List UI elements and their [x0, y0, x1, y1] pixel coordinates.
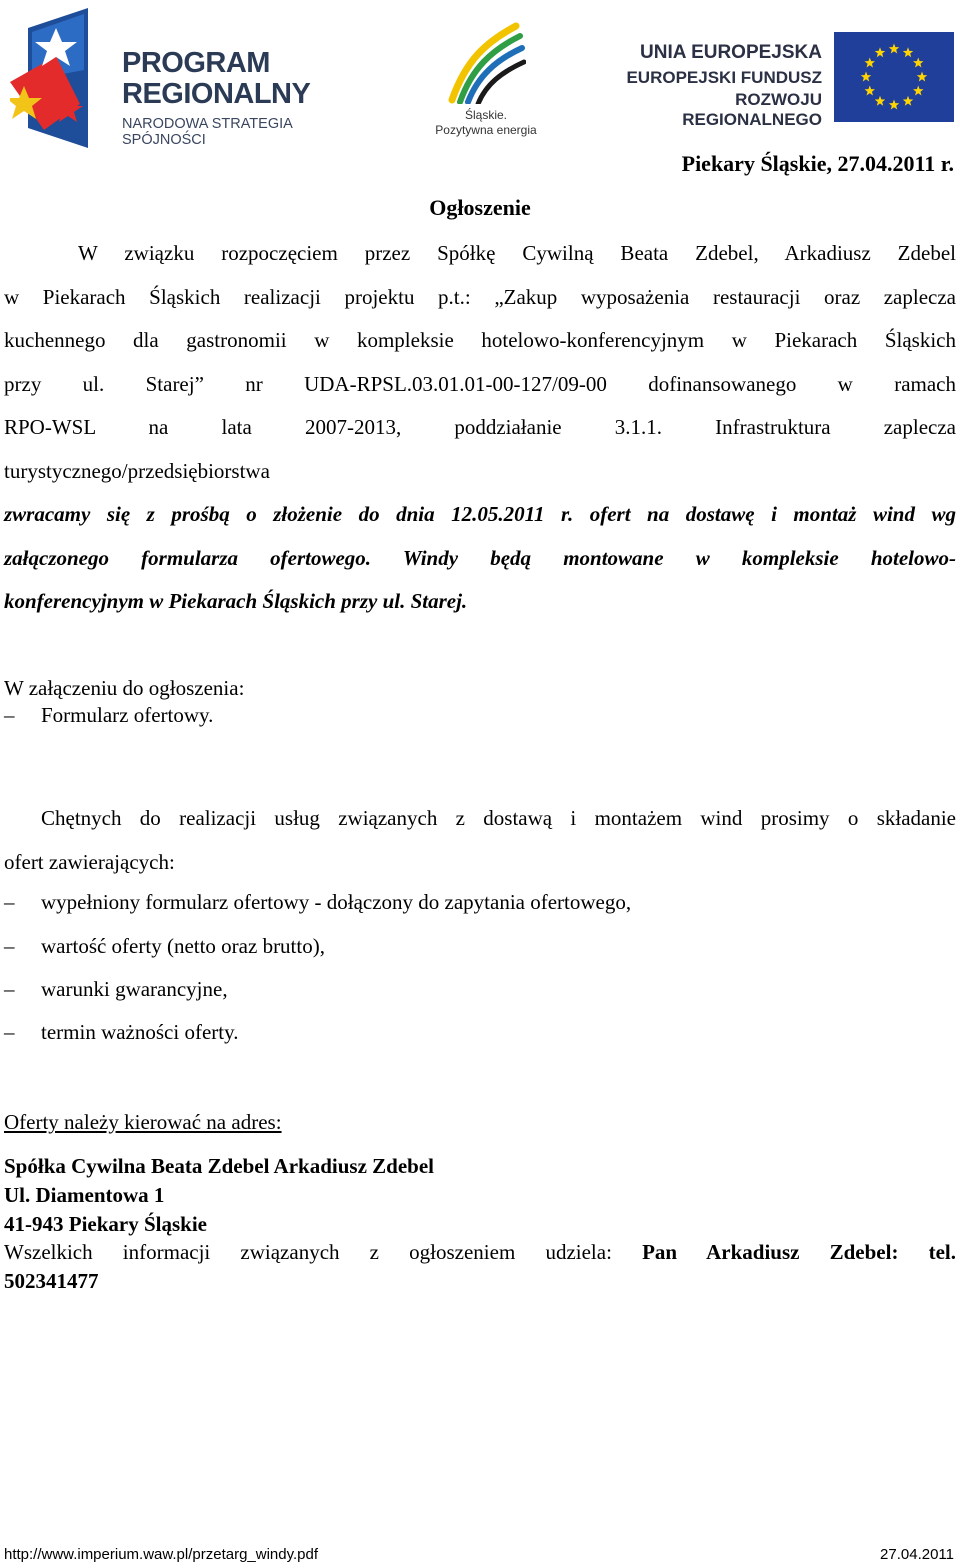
eu-line2: EUROPEJSKI FUNDUSZ — [626, 68, 822, 87]
requirements-line: ofert zawierających: — [4, 849, 175, 874]
request-line: załączonego formularza ofertowego. Windy będą montowane w kompleksie hotelowo- — [4, 545, 956, 570]
eu-flag-icon — [834, 32, 954, 122]
dash-bullet: – — [4, 703, 15, 727]
requirement-item — [4, 977, 228, 1002]
address-street: Ul. Diamentowa 1 — [4, 1183, 165, 1207]
requirement-item — [4, 890, 631, 915]
document-date: Piekary Śląskie, 27.04.2011 r. — [681, 151, 954, 176]
dash-bullet: – — [4, 1020, 15, 1044]
footer-date: 27.04.2011 — [880, 1546, 954, 1563]
eu-line1: UNIA EUROPEJSKA — [640, 42, 822, 63]
eu-line3: ROZWOJU REGIONALNEGO — [682, 90, 822, 129]
address-company: Spółka Cywilna Beata Zdebel Arkadiusz Zdebel — [4, 1154, 434, 1178]
footer-url[interactable]: http://www.imperium.waw.pl/przetarg_windy.pdf — [4, 1546, 319, 1563]
requirements-paragraph — [4, 797, 956, 884]
requirement-item-text: termin ważności oferty. — [41, 1020, 239, 1044]
requirement-item — [4, 1020, 238, 1045]
dash-bullet: – — [4, 934, 15, 958]
request-line: konferencyjnym w Piekarach Śląskich przy ul. Starej. — [4, 589, 468, 614]
request-paragraph — [4, 493, 956, 624]
contact-person: Pan Arkadiusz Zdebel: tel. — [642, 1240, 957, 1264]
program-logo-line1: PROGRAM — [122, 47, 270, 79]
address-city: 41-943 Piekary Śląskie — [4, 1212, 207, 1236]
contact-prefix: Wszelkich informacji związanych z ogłoszeniem udziela: — [4, 1240, 612, 1264]
intro-line: turystycznego/przedsiębiorstwa — [4, 458, 270, 483]
program-logo-line3: NARODOWA STRATEGIA SPÓJNOŚCI — [122, 116, 292, 148]
address-heading: Oferty należy kierować na adres: — [4, 1110, 282, 1134]
slaskie-swoosh-icon — [446, 20, 526, 104]
contact-phone: 502341477 — [4, 1269, 99, 1293]
program-logo-line2: REGIONALNY — [122, 78, 311, 110]
intro-line: przy ul. Starej” nr UDA-RPSL.03.01.01-00-127/09-00 dofinansowanego w ramach — [4, 371, 956, 396]
intro-line: w Piekarach Śląskich realizacji projektu p.t.: „Zakup wyposażenia restauracji oraz zaplecza — [4, 284, 956, 309]
intro-paragraph — [4, 232, 956, 494]
program-regionalny-logo — [10, 8, 370, 148]
requirement-item-text: warunki gwarancyjne, — [41, 977, 228, 1001]
logo-bar — [0, 0, 960, 150]
dash-bullet: – — [4, 890, 15, 914]
contact-line — [4, 1238, 956, 1267]
document-title: Ogłoszenie — [429, 195, 531, 220]
eu-fund-logo — [600, 28, 954, 129]
attachment-label: W załączeniu do ogłoszenia: — [4, 676, 245, 700]
slaskie-line1: Śląskie. — [464, 108, 508, 122]
attachment-item — [4, 703, 213, 728]
requirement-item-text: wartość oferty (netto oraz brutto), — [41, 934, 325, 958]
program-regionalny-emblem-icon — [10, 8, 120, 148]
intro-line: W związku rozpoczęciem przez Spółkę Cywilną Beata Zdebel, Arkadiusz Zdebel — [78, 241, 956, 265]
attachment-item-text: Formularz ofertowy. — [41, 703, 214, 727]
intro-line: RPO-WSL na lata 2007-2013, poddziałanie 3.1.1. Infrastruktura zaplecza — [4, 415, 956, 440]
requirement-item-text: wypełniony formularz ofertowy - dołączony do zapytania ofertowego, — [41, 890, 632, 914]
requirement-item — [4, 934, 325, 959]
request-line: zwracamy się z prośbą o złożenie do dnia 12.05.2011 r. ofert na dostawę i montaż wind wg — [4, 502, 956, 526]
slaskie-line2: Pozytywna energia — [435, 123, 537, 137]
requirements-line: Chętnych do realizacji usług związanych z dostawą i montażem wind prosimy o składanie — [41, 806, 956, 830]
dash-bullet: – — [4, 977, 15, 1001]
contact-info — [4, 1238, 956, 1296]
intro-line: kuchennego dla gastronomii w kompleksie hotelowo-konferencyjnym w Piekarach Śląskich — [4, 328, 956, 353]
slaskie-logo — [432, 20, 540, 140]
